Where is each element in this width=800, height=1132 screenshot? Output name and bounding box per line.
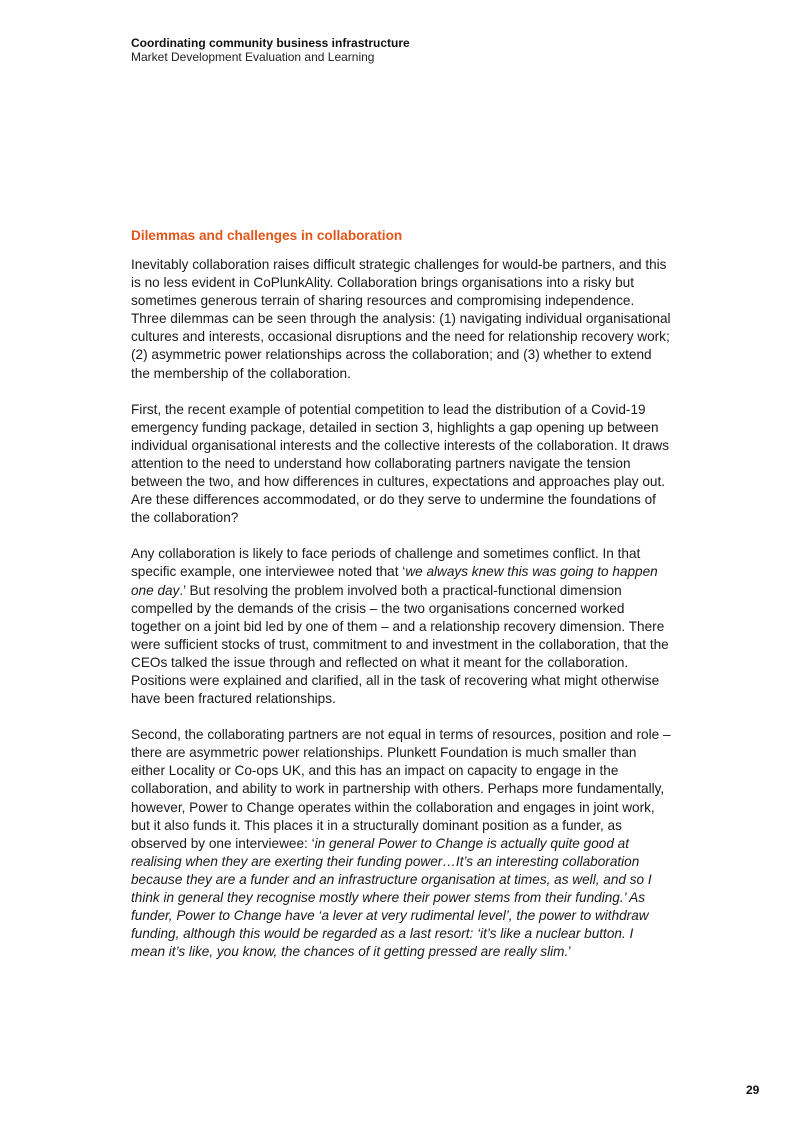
paragraph-4-quote: in general Power to Change is actually quite good at realising when they are exerting their funding power…It’s an interesting collaboration because they are a funder and an infrastructure organisation at times, as well, and so I think in general they recognise mostly where their power stems from their funding.’ As funder, Power to Change have ‘a lever at very rudimental level’, the power to withdraw funding, although this would be regarded as a last resort: ‘it’s like a nuclear button. I mean it’s like, you know, the chances of it getting pressed are really slim. [131,835,652,960]
paragraph-4 [131,726,671,961]
paragraph-2: First, the recent example of potential competition to lead the distribution of a Covid-19 emergency funding package, detailed in section 3, highlights a gap opening up between individual organisational interests and the collective interests of the collaboration. It draws attention to the need to understand how collaborating partners navigate the tension between the two, and how differences in cultures, expectations and approaches play out. Are these differences accommodated, or do they serve to undermine the foundations of the collaboration? [131,401,670,526]
paragraph-4-text-b: ’ [568,944,572,960]
paragraph-3-text-b: .’ But resolving the problem involved both a practical-functional dimension compelled by the demands of the crisis – the two organisations concerned worked together on a joint bid led by one of them – and a relationship recovery dimension. There were sufficient stocks of trust, commitment to and investment in the collaboration, that the CEOs talked the issue through and reflected on what it meant for the collaboration. Positions were explained and clarified, all in the task of recovering what might otherwise have been fractured relationships. [131,582,669,707]
document-title: Coordinating community business infrastructure [131,36,410,50]
main-content [131,227,671,979]
page-header [131,36,410,65]
paragraph-3-quote: we always knew this was going to happen one day [131,564,658,598]
paragraph-3-text-a: Any collaboration is likely to face periods of challenge and sometimes conflict. In that specific example, one interviewee noted that ‘ [131,546,641,580]
section-heading: Dilemmas and challenges in collaboration [131,228,403,243]
paragraph-1: Inevitably collaboration raises difficult strategic challenges for would-be partners, and this is no less evident in CoPlunkAlity. Collaboration brings organisations into a risky but sometimes generous terrain of sharing resources and compromising independence. Three dilemmas can be seen through the analysis: (1) navigating individual organisational cultures and interests, occasional disruptions and the need for relationship recovery work; (2) asymmetric power relationships across the collaboration; and (3) whether to extend the membership of the collaboration. [131,257,671,381]
paragraph-4-text-a: Second, the collaborating partners are not equal in terms of resources, position and role – there are asymmetric power relationships. Plunkett Foundation is much smaller than either Locality or Co-ops UK, and this has an impact on capacity to engage in the collaboration, and ability to work in partnership with others. Perhaps more fundamentally, however, Power to Change operates within the collaboration and engages in joint work, but it also funds it. This places it in a structurally dominant position as a funder, as observed by one interviewee: ‘ [131,727,671,851]
page-number: 29 [746,1083,760,1097]
paragraph-3 [131,545,671,708]
document-subtitle: Market Development Evaluation and Learning [131,50,375,64]
